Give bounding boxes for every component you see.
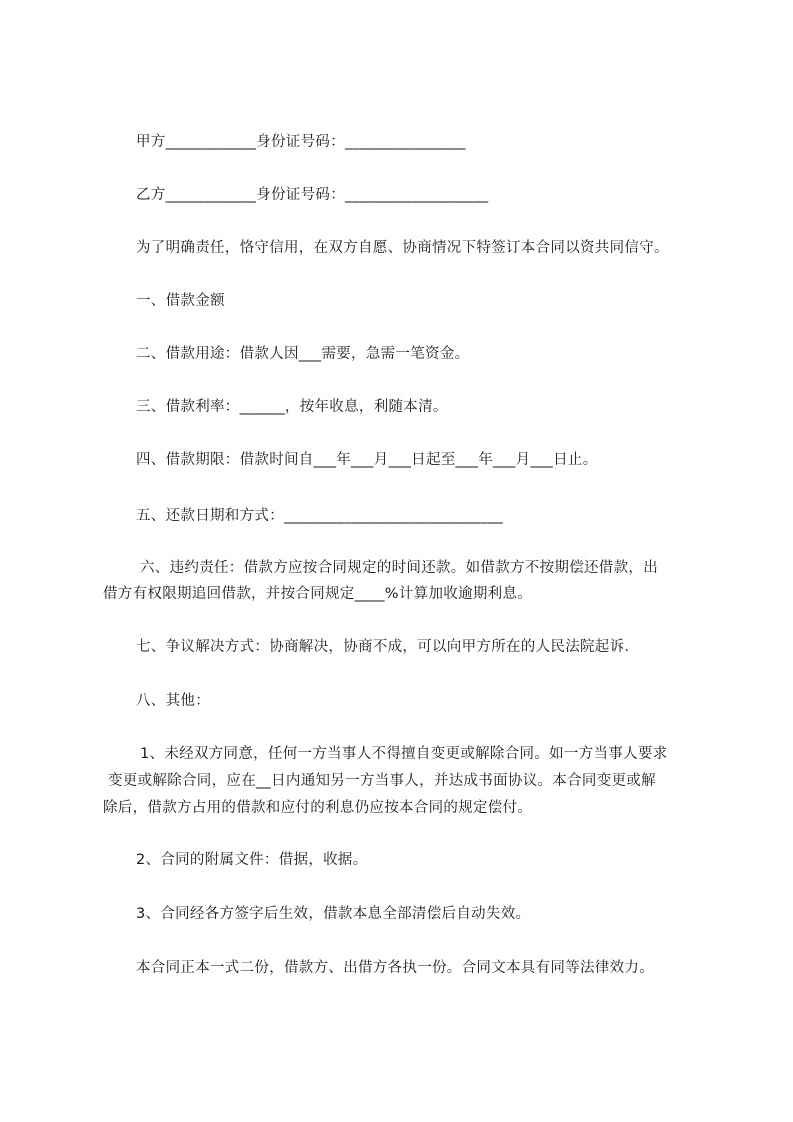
clause-8-1-line-3: 除后，借款方占用的借款和应付的利息仍应按本合同的规定偿付。 xyxy=(103,800,533,816)
clause-3-interest-rate: 三、借款利率：______，按年收息，利随本清。 xyxy=(136,399,448,415)
clause-4-loan-term: 四、借款期限：借款时间自___年___月___日起至___年___月___日止。 xyxy=(136,452,598,468)
party-a-line: 甲方____________身份证号码：________________ xyxy=(136,134,466,150)
clause-6-line-1: 六、违约责任：借款方应按合同规定的时间还款。如借款方不按期偿还借款，出 xyxy=(140,560,658,576)
closing-paragraph: 本合同正本一式二份，借款方、出借方各执一份。合同文本具有同等法律效力。 xyxy=(136,960,654,976)
clause-7-dispute: 七、争议解决方式：协商解决，协商不成，可以向甲方所在的人民法院起诉. xyxy=(136,639,630,655)
clause-8-1-line-2: 变更或解除合同，应在__日内通知另一方当事人，并达成书面协议。本合同变更或解 xyxy=(108,773,656,789)
clause-1-loan-amount: 一、借款金额 xyxy=(136,293,225,309)
clause-8-3-effectiveness: 3、合同经各方签字后生效，借款本息全部清偿后自动失效。 xyxy=(136,906,531,922)
intro-paragraph: 为了明确责任，恪守信用，在双方自愿、协商情况下特签订本合同以资共同信守。 xyxy=(136,240,669,256)
party-b-line: 乙方____________身份证号码：___________________ xyxy=(136,187,489,203)
clause-5-repayment: 五、还款日期和方式：_____________________________ xyxy=(136,508,503,524)
clause-6-line-2: 借方有权限期追回借款，并按合同规定____%计算加收逾期利息。 xyxy=(103,586,533,602)
clause-8-1-line-1: 1、未经双方同意，任何一方当事人不得擅自变更或解除合同。如一方当事人要求 xyxy=(140,746,668,762)
clause-8-2-attachments: 2、合同的附属文件：借据，收据。 xyxy=(136,852,368,868)
clause-2-loan-purpose: 二、借款用途：借款人因___需要，急需一笔资金。 xyxy=(136,346,470,362)
clause-8-heading: 八、其他： xyxy=(136,693,210,709)
